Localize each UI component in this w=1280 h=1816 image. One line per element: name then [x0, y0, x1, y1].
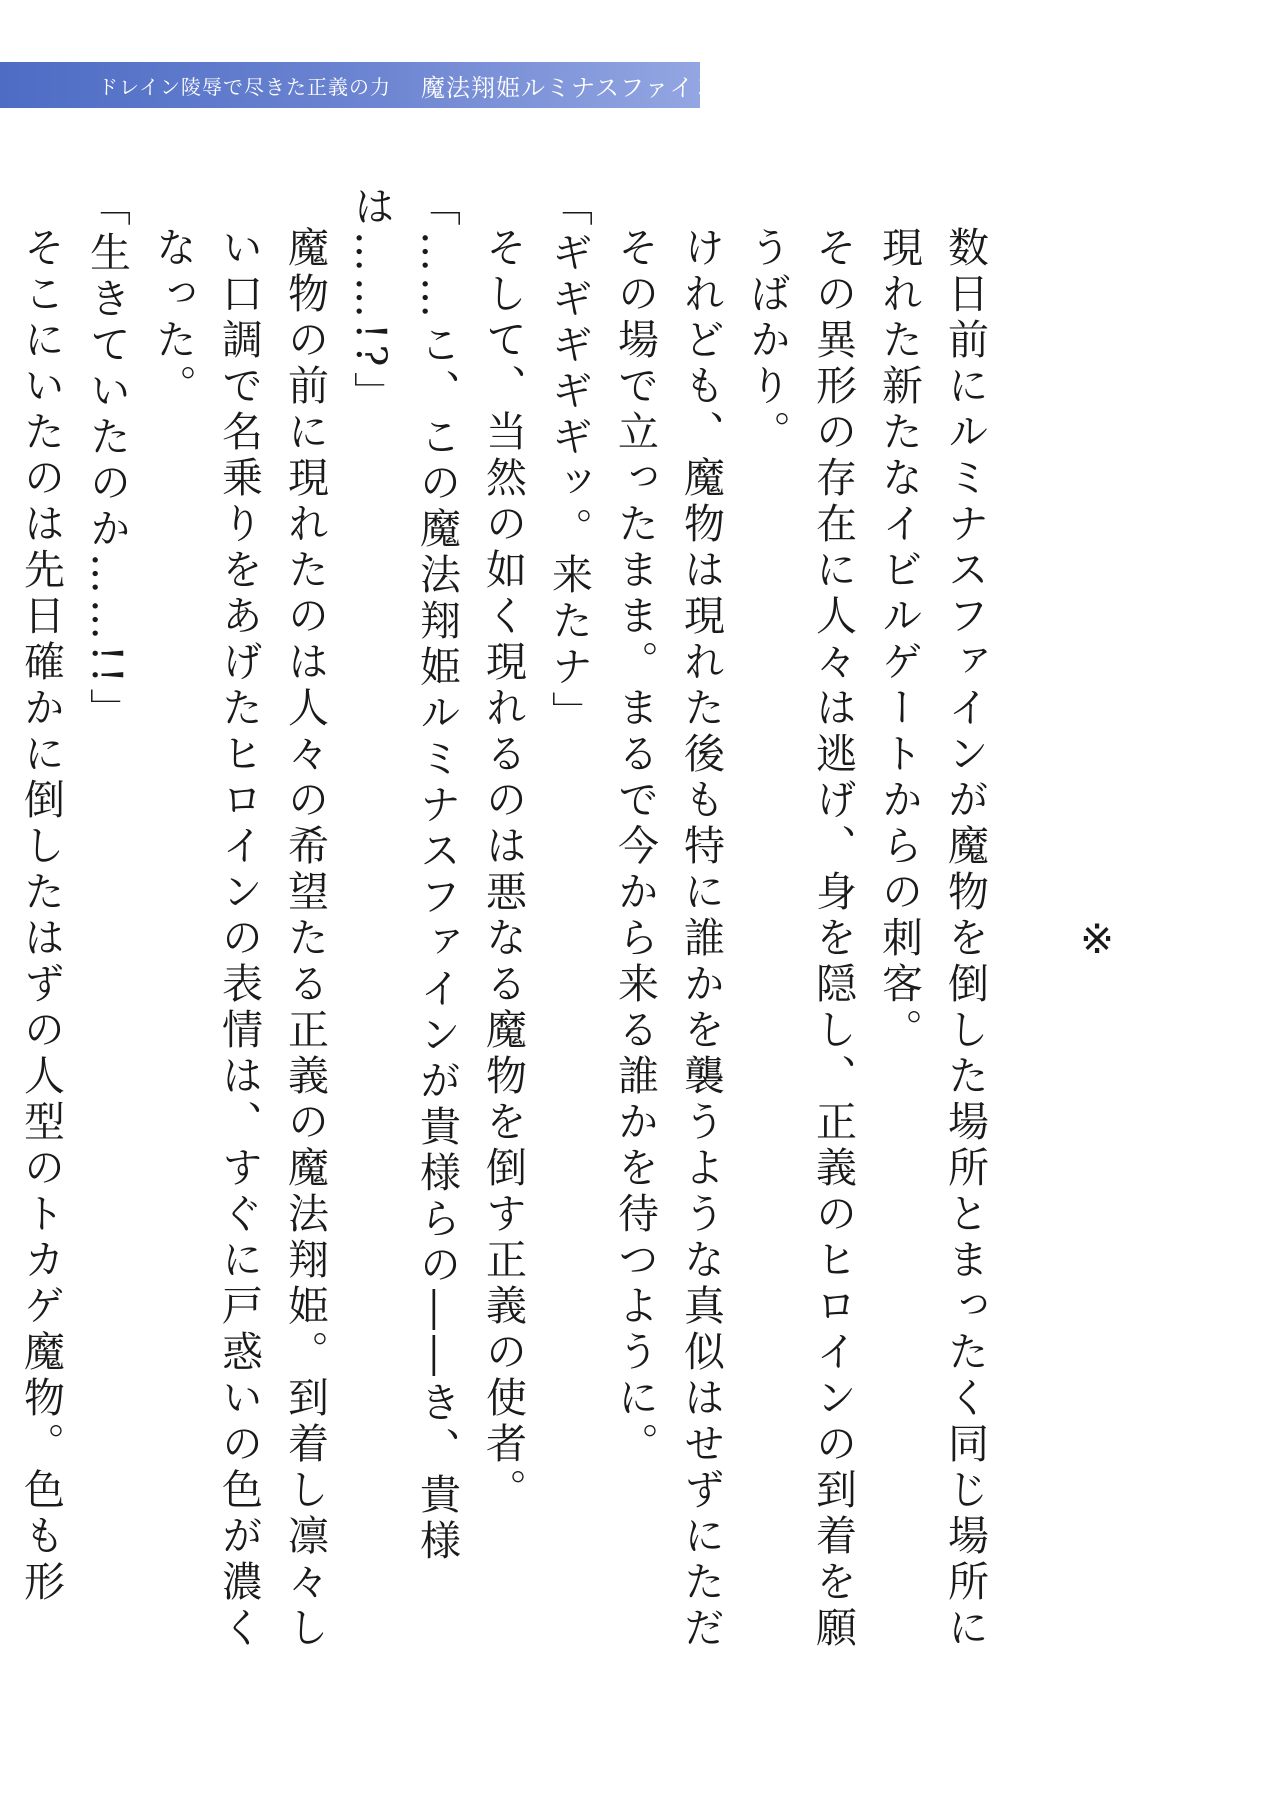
blank-line: [998, 185, 1064, 1675]
dialogue-1: 「ギギギギギッ。来たナ」: [545, 185, 593, 737]
vertical-body-text: [0, 185, 1130, 1675]
paragraph-3: けれども、魔物は現れた後も特に誰かを襲うような真似はせずにただその場で立ったまま。まるで今から来る誰かを待つように。: [611, 226, 725, 1652]
dialogue-3: 「生きていたのか……!!」: [83, 185, 131, 734]
paragraph-7: 魔物の前に現れたのは人々の希望たる正義の魔法翔姫。到着し凛々しい口調で名乗りをあげたヒロインの表情は、すぐに戸惑いの色が濃くなった。: [149, 226, 329, 1652]
running-header: [0, 62, 720, 108]
paragraph-5: そして、当然の如く現れるのは悪なる魔物を倒す正義の使者。: [479, 226, 527, 1514]
header-series-title: ドレイン陵辱で尽きた正義の力: [98, 74, 391, 99]
header-book-title: 魔法翔姫ルミナスファイン: [421, 73, 720, 102]
dialogue-2: 「……こ、この魔法翔姫ルミナスファインが貴様らの――き、貴様は……!?」: [347, 185, 461, 1565]
scene-break-mark: ※: [1073, 915, 1121, 968]
paragraph-2: その異形の存在に人々は逃げ、身を隠し、正義のヒロインの到着を願うばかり。: [743, 226, 857, 1652]
paragraph-9: そこにいたのは先日確かに倒したはずの人型のトカゲ魔物。色も形: [17, 226, 65, 1606]
paragraph-1: 数日前にルミナスファインが魔物を倒した場所とまったく同じ場所に現れた新たなイビルゲートからの刺客。: [875, 226, 989, 1652]
